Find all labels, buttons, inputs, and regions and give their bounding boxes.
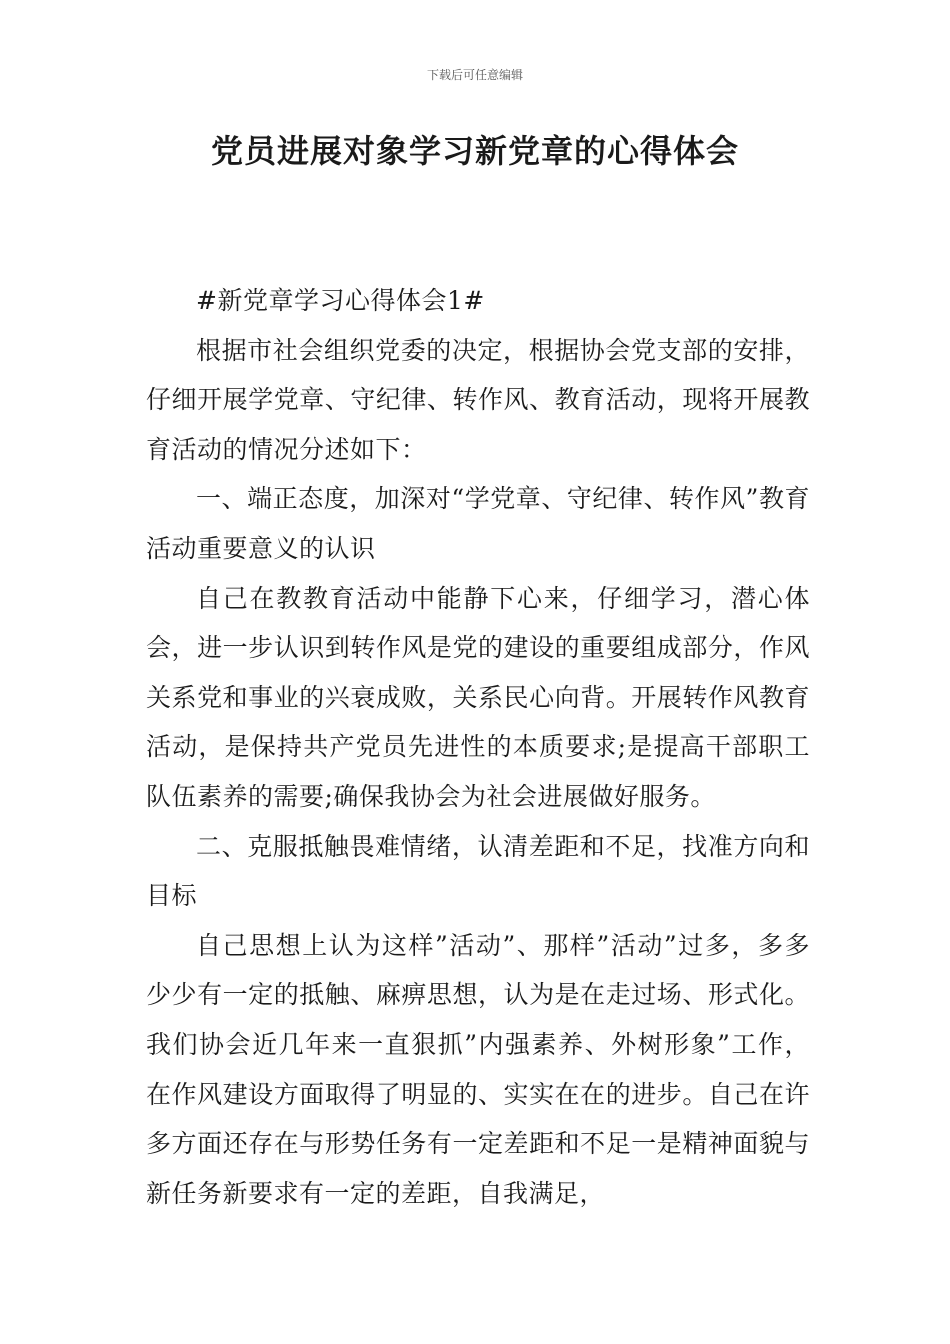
section-point-1: 一、端正态度，加深对“学党章、守纪律、转作风”教育活动重要意义的认识 (146, 484, 810, 563)
section-point-2: 二、克服抵触畏难情绪，认清差距和不足，找准方向和目标 (146, 831, 810, 911)
paragraph-point-1-body: 自己在教教育活动中能静下心来，仔细学习，潜心体会，进一步认识到转作风是党的建设的重要组成部分，作风关系党和事业的兴衰成败，关系民心向背。开展转作风教育活动，是保持共产党员先进性的本质要求;是提高干部职工队伍素养的需要;确保我协会为社会进展做好服务。 (146, 583, 810, 811)
section-heading-1: #新党章学习心得体会1# (196, 286, 485, 315)
document-title: 党员进展对象学习新党章的心得体会 (210, 132, 739, 170)
header-note: 下载后可任意编辑 (426, 68, 523, 82)
paragraph-point-2-body: 自己思想上认为这样”活动”、那样”活动”过多，多多少少有一定的抵触、麻痹思想，认为是在走过场、形式化。我们协会近几年来一直狠抓”内强素养、外树形象”工作，在作风建设方面取得了明显的、实实在在的进步。自己在许多方面还存在与形势任务有一定差距和不足一是精神面貌与新任务新要求有一定的差距，自我满足， (146, 930, 810, 1208)
document-body (146, 276, 810, 1218)
paragraph-intro: 根据市社会组织党委的决定，根据协会党支部的安排，仔细开展学党章、守纪律、转作风、教育活动，现将开展教育活动的情况分述如下： (146, 335, 810, 464)
